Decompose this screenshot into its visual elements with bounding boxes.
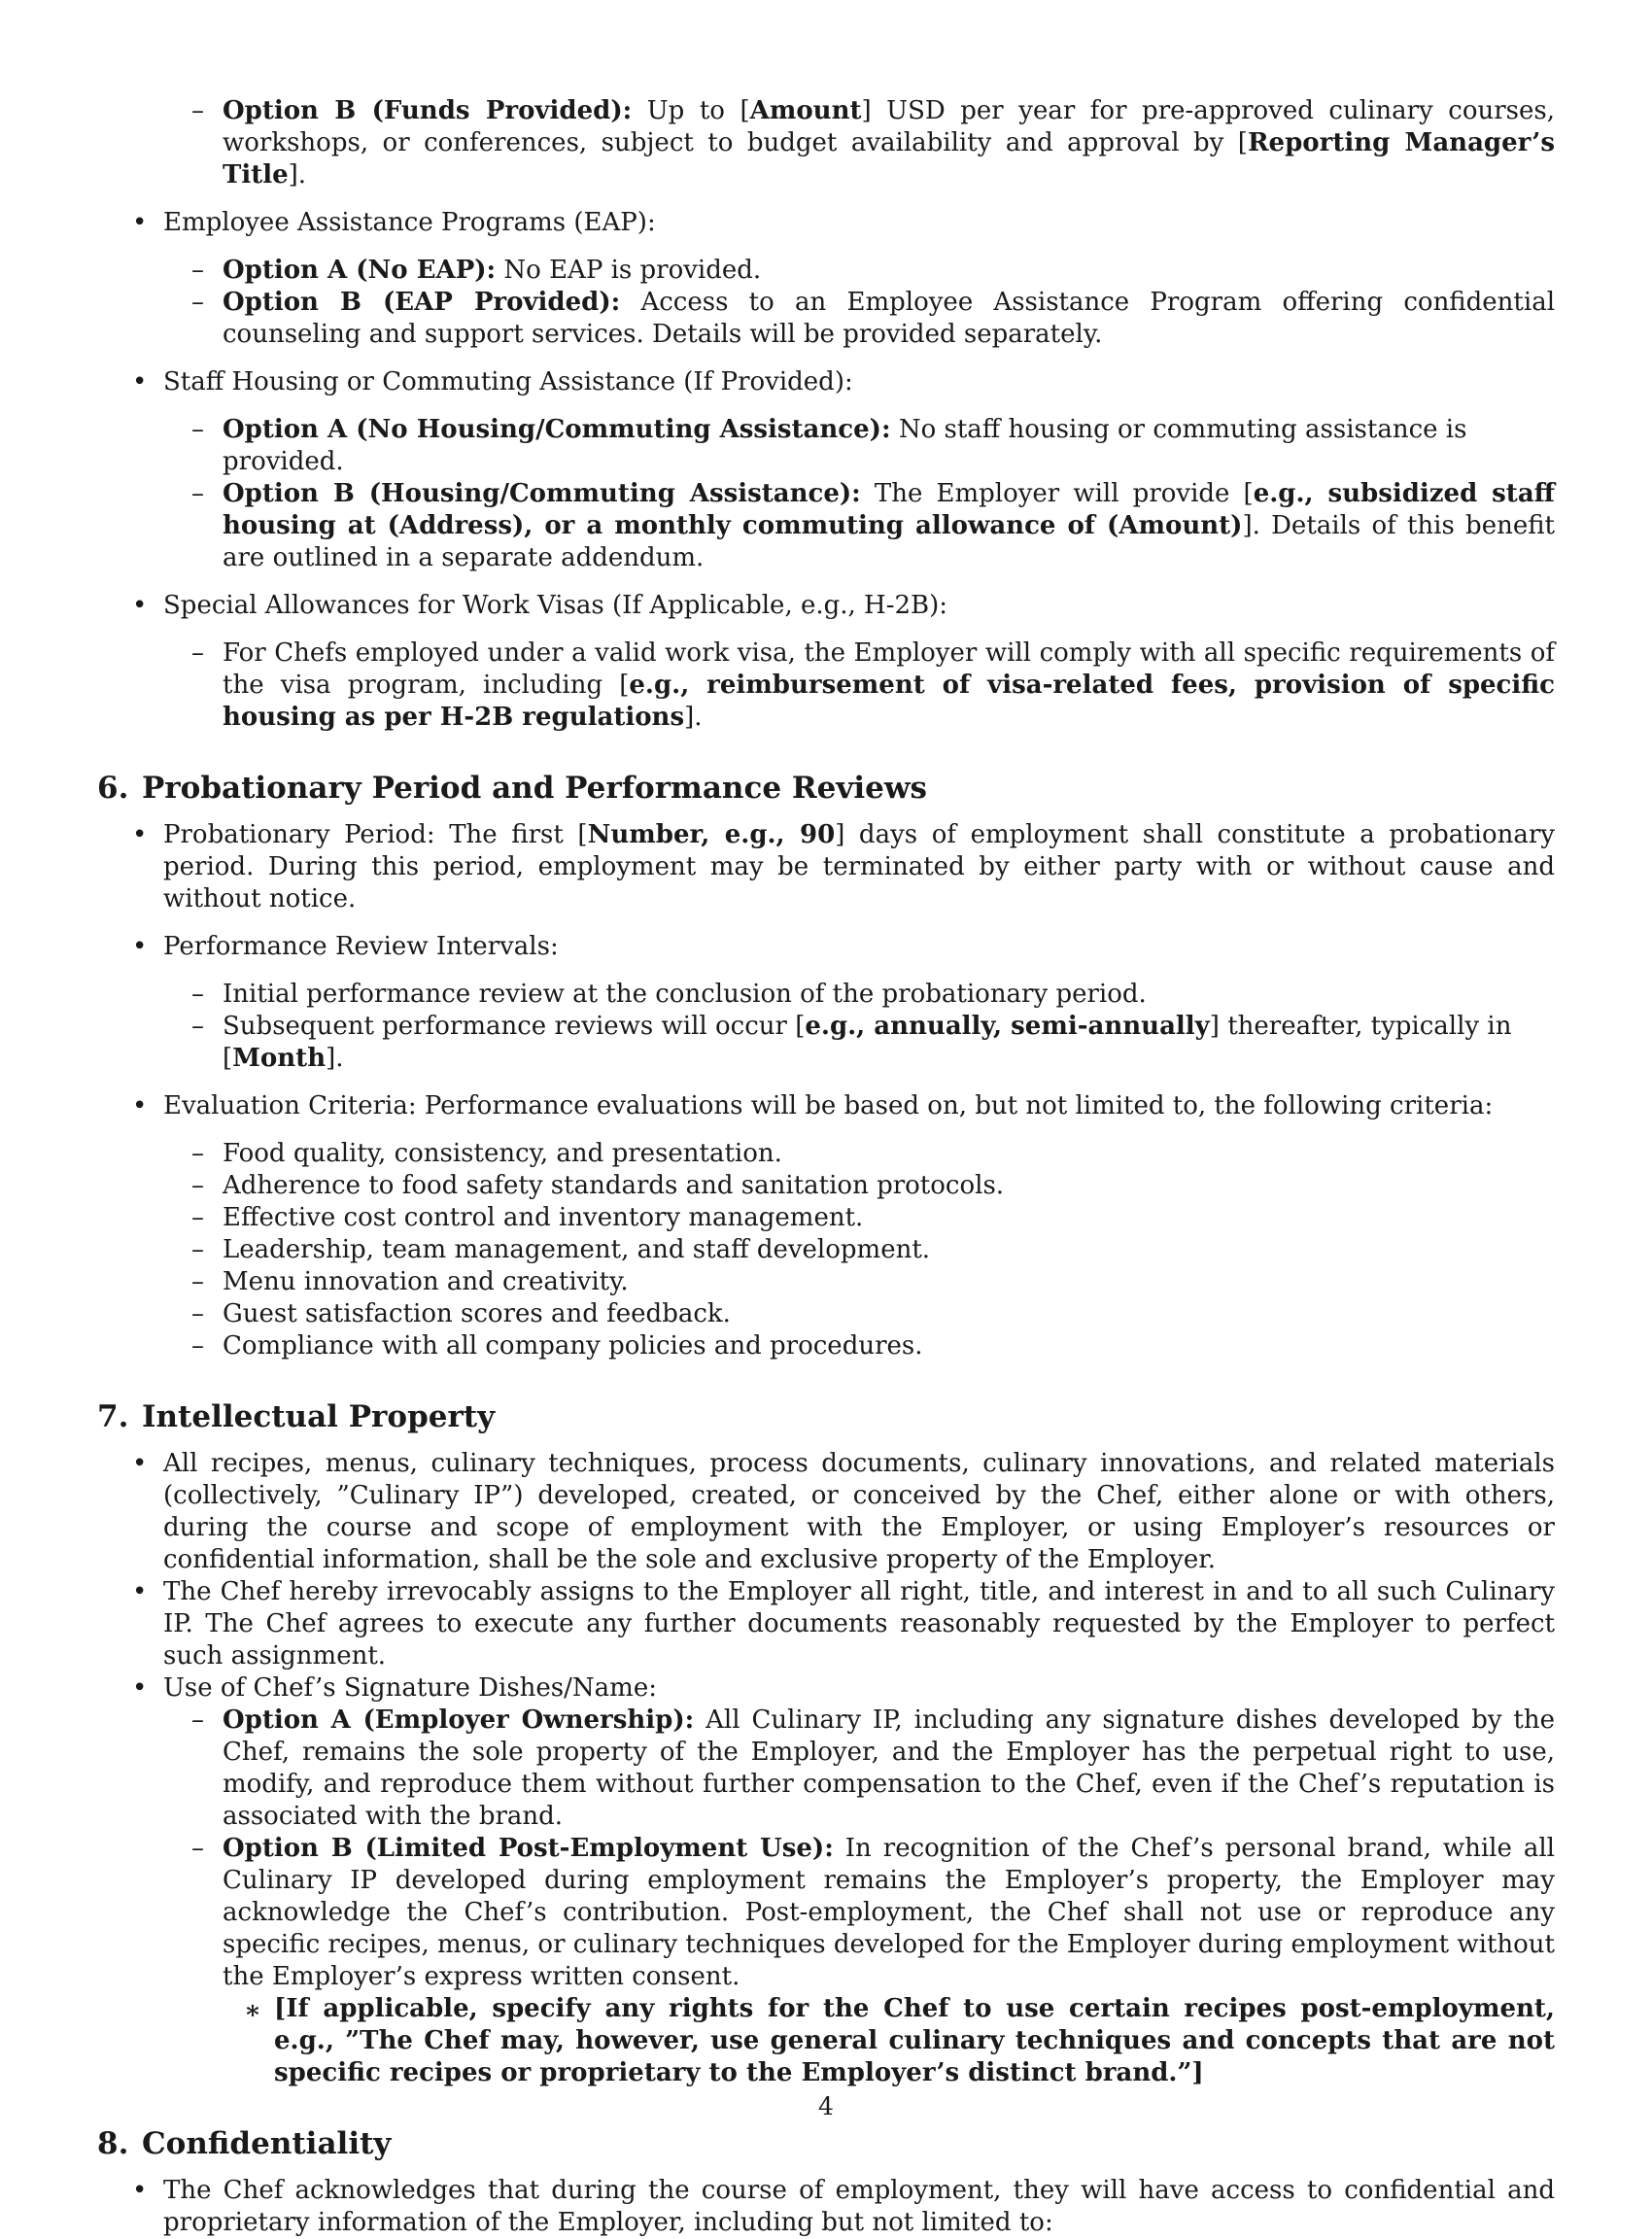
evaluation-criteria-list <box>97 1138 1555 1362</box>
list-item: – Effective cost control and inventory management. <box>191 1203 864 1232</box>
list-item: – Guest satisfaction scores and feedback. <box>191 1299 731 1328</box>
ip-post-employment-note: ∗ [If applicable, specify any rights for the Chef to use certain recipes post-employment, e.g., ”The Chef may, however, use general culinary techniques and concepts that are not specific recipes or proprietary to the Employer’s distinct brand.”] <box>244 1994 1555 2087</box>
ip-ownership-item: • All recipes, menus, culinary techniques, process documents, culinary innovations, and related materials (collectively, ”Culinary IP”) developed, created, or conceived by the Chef, either alone or with others, during the course and scope of employment with the Employer, or using Employer’s resources or confidential information, shall be the sole and exclusive property of the Employer. <box>132 1449 1555 1574</box>
page-content <box>97 95 1555 2239</box>
visa-detail: – For Chefs employed under a valid work visa, the Employer will comply with all specific requirements of the visa program, including [e.g., reimbursement of visa-related fees, provision of specific housing as per H-2B regulations]. <box>191 638 1555 732</box>
list-item: – Compliance with all company policies and procedures. <box>191 1331 923 1361</box>
housing-option-a: – Option A (No Housing/Commuting Assistance): No staff housing or commuting assistance is provided. <box>191 415 1467 476</box>
page-number: 4 <box>818 2092 834 2120</box>
list-item: – Menu innovation and creativity. <box>191 1267 629 1296</box>
signature-dishes-item: • Use of Chef’s Signature Dishes/Name: <box>132 1673 657 1703</box>
review-subsequent: – Subsequent performance reviews will occur [e.g., annually, semi-annually] thereafter, typically in [Month]. <box>191 1012 1512 1073</box>
list-item: – Food quality, consistency, and presentation. <box>191 1139 782 1168</box>
probationary-period-item: • Probationary Period: The first [Number, e.g., 90] days of employment shall constitute a probationary period. During this period, employment may be terminated by either party with or without cause and without notice. <box>132 820 1555 913</box>
list-item: – Adherence to food safety standards and sanitation protocols. <box>191 1171 1005 1200</box>
option-b-funds-provided: – Option B (Funds Provided): Up to [Amount] USD per year for pre-approved culinary courses, workshops, or conferences, subject to budget availability and approval by [Reporting Manager’s Title]. <box>191 96 1555 189</box>
housing-option-b: – Option B (Housing/Commuting Assistance): The Employer will provide [e.g., subsidized staff housing at (Address), or a monthly commuting allowance of (Amount)]. Details of this benefit are outlined in a separate addendum. <box>191 479 1555 572</box>
section-heading-probation: 6. Probationary Period and Performance Reviews <box>97 771 927 806</box>
list-item: – Leadership, team management, and staff development. <box>191 1235 931 1264</box>
ip-assignment-item: • The Chef hereby irrevocably assigns to the Employer all right, title, and interest in and to all such Culinary IP. The Chef agrees to execute any further documents reasonably requested by the Employer to perfect such assignment. <box>132 1577 1555 1671</box>
eap-option-b: – Option B (EAP Provided): Access to an Employee Assistance Program offering confidential counseling and support services. Details will be provided separately. <box>191 288 1556 349</box>
section-heading-confidentiality: 8. Confidentiality <box>97 2126 392 2161</box>
confidentiality-item: • The Chef acknowledges that during the course of employment, they will have access to confidential and proprietary information of the Employer, including but not limited to: <box>132 2176 1555 2237</box>
section-heading-ip: 7. Intellectual Property <box>97 1399 496 1434</box>
review-intervals-item: • Performance Review Intervals: <box>132 932 559 961</box>
visa-item: • Special Allowances for Work Visas (If Applicable, e.g., H-2B): <box>132 591 948 620</box>
ip-option-a: – Option A (Employer Ownership): All Culinary IP, including any signature dishes developed by the Chef, remains the sole property of the Employer, and the Employer has the perpetual right to use, modify, and reproduce them without further compensation to the Chef, even if the Chef’s reputation is associated with the brand. <box>191 1705 1556 1831</box>
review-initial: – Initial performance review at the conclusion of the probationary period. <box>191 980 1147 1009</box>
eap-item: • Employee Assistance Programs (EAP): <box>132 208 656 237</box>
evaluation-criteria-item: • Evaluation Criteria: Performance evaluations will be based on, but not limited to, the following criteria: <box>132 1091 1494 1120</box>
ip-option-b: – Option B (Limited Post-Employment Use): In recognition of the Chef’s personal brand, while all Culinary IP developed during employment remains the Employer’s property, the Employer may acknowledge the Chef’s contribution. Post-employment, the Chef shall not use or reproduce any specific recipes, menus, or culinary techniques developed for the Employer during employment without the Employer’s express written consent. <box>191 1834 1555 1991</box>
housing-item: • Staff Housing or Commuting Assistance (If Provided): <box>132 367 853 396</box>
eap-option-a: – Option A (No EAP): No EAP is provided. <box>191 256 762 285</box>
